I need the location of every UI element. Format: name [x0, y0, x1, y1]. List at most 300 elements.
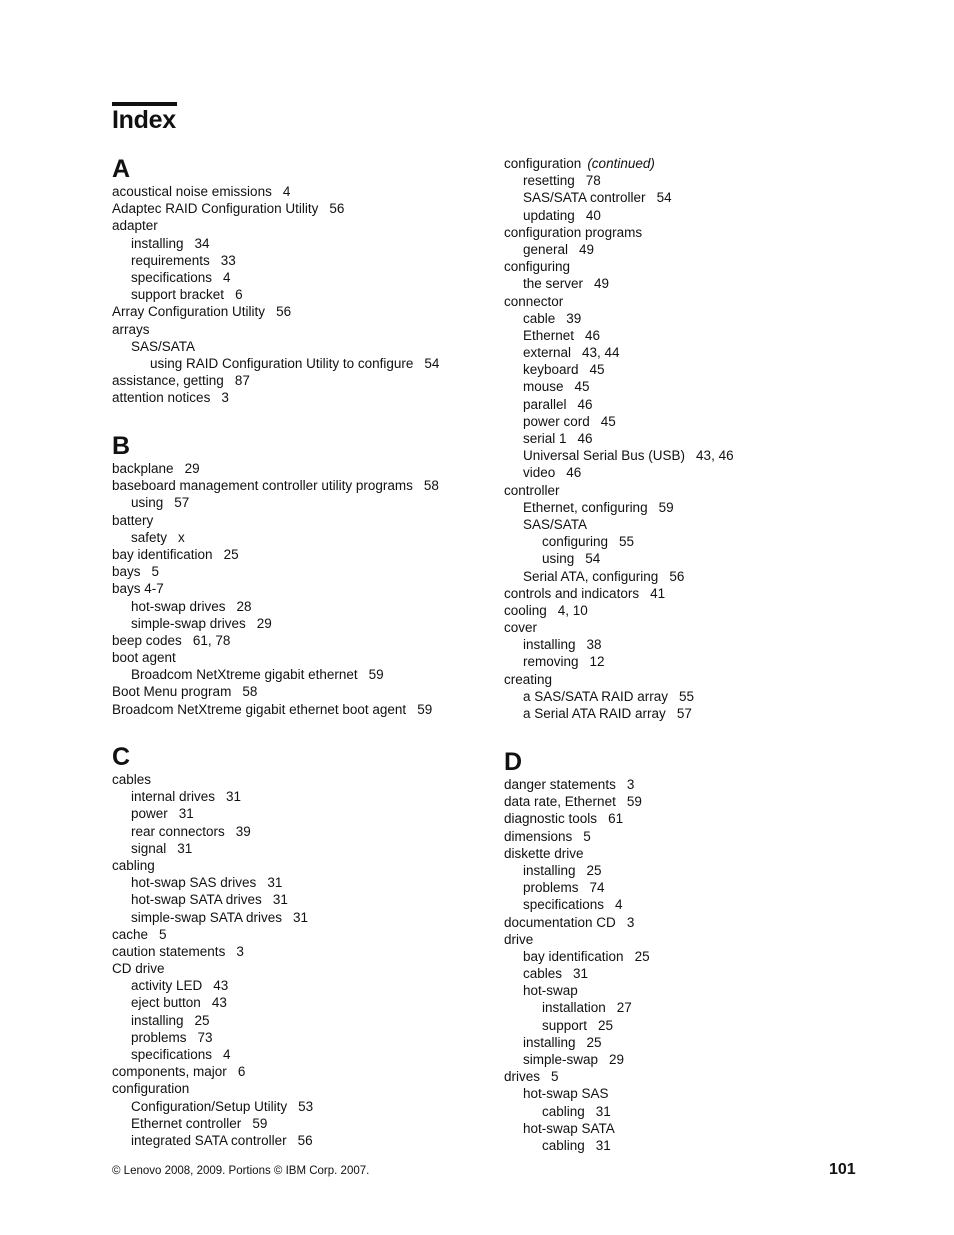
page-reference: 54	[656, 190, 672, 206]
entry-term: bay identification	[112, 546, 213, 562]
page-reference: 61, 78	[192, 632, 231, 648]
page-reference: 49	[594, 276, 610, 292]
entry-term: installation	[542, 1000, 606, 1016]
index-entry	[504, 258, 734, 275]
page-reference: 59	[417, 701, 433, 717]
index-entry	[112, 632, 439, 649]
page-reference: 43, 44	[582, 345, 620, 361]
page-reference: 31	[595, 1137, 611, 1153]
index-entry	[504, 344, 734, 361]
entry-term: hot-swap SAS	[523, 1086, 609, 1102]
entry-term: parallel	[523, 396, 567, 412]
index-entry	[112, 1080, 313, 1097]
page-reference: 57	[174, 495, 190, 511]
entry-term: attention notices	[112, 390, 211, 406]
section-letter: A	[112, 155, 131, 183]
index-entry	[504, 550, 734, 567]
index-entry	[504, 965, 650, 982]
entry-term: SAS/SATA	[523, 516, 588, 532]
index-entry	[112, 372, 439, 389]
page-reference: 58	[423, 478, 439, 494]
entry-term: Broadcom NetXtreme gigabit ethernet boot agent	[112, 701, 407, 717]
page-reference: 25	[586, 862, 602, 878]
entry-term: cables	[112, 772, 152, 787]
index-entry	[112, 183, 439, 200]
index-entry	[112, 1046, 313, 1063]
entry-term: Adaptec RAID Configuration Utility	[112, 201, 319, 217]
entry-term: simple-swap	[523, 1052, 599, 1067]
entry-term: signal	[131, 840, 167, 856]
index-entry	[504, 585, 734, 602]
index-section-d	[504, 748, 650, 1154]
page-reference: 29	[184, 461, 200, 476]
page-reference: 25	[598, 1017, 614, 1033]
index-entry	[504, 931, 650, 948]
index-entry	[112, 355, 439, 372]
page-reference: 25	[634, 948, 650, 964]
entry-term: battery	[112, 512, 154, 528]
page-reference: 4	[223, 269, 231, 285]
page-reference: 25	[223, 546, 239, 562]
entry-term: using	[542, 551, 575, 567]
index-entry	[112, 512, 439, 529]
entry-term: installing	[131, 1012, 184, 1028]
index-entry	[504, 378, 734, 395]
index-entry	[504, 327, 734, 344]
entry-term: activity LED	[131, 978, 203, 994]
page-reference: 58	[242, 684, 258, 700]
entry-term: dimensions	[504, 828, 573, 844]
index-entry	[504, 155, 734, 172]
entry-term: installing	[523, 1034, 576, 1050]
entry-term: caution statements	[112, 943, 226, 959]
entry-term: resetting	[523, 173, 575, 189]
index-entry	[504, 1017, 650, 1034]
index-entry	[504, 430, 734, 447]
index-entry	[112, 994, 313, 1011]
page-reference: 6	[237, 1064, 246, 1080]
page-reference: 31	[267, 875, 283, 891]
entry-term: hot-swap drives	[131, 598, 226, 614]
entry-term: Ethernet controller	[131, 1115, 242, 1131]
entry-term: creating	[504, 671, 553, 687]
index-entry	[504, 568, 734, 585]
page-reference: 31	[226, 789, 242, 805]
entry-term: diagnostic tools	[504, 811, 598, 827]
index-entry	[112, 200, 439, 217]
index-entry	[504, 671, 734, 688]
index-entry	[504, 499, 734, 516]
index-entry	[504, 862, 650, 879]
entry-term: adapter	[112, 218, 158, 234]
index-entry	[112, 321, 439, 338]
entry-term: cooling	[504, 602, 547, 618]
index-entry	[112, 683, 439, 700]
section-letter: B	[112, 432, 131, 460]
entry-term: cover	[504, 620, 538, 636]
page-reference: 28	[236, 598, 252, 614]
index-entry	[112, 805, 313, 822]
index-entry	[112, 666, 439, 683]
entry-term: boot agent	[112, 650, 176, 666]
index-entry	[504, 845, 650, 862]
index-entry	[112, 580, 439, 597]
section-letter: D	[504, 748, 523, 776]
index-entry	[504, 602, 734, 619]
page-reference: 54	[424, 355, 440, 371]
entry-term: CD drive	[112, 961, 165, 977]
entry-term: components, major	[112, 1064, 227, 1080]
entry-term: cabling	[112, 857, 155, 873]
entry-term: Broadcom NetXtreme gigabit ethernet	[131, 667, 358, 683]
entry-term: bays	[112, 564, 141, 580]
page-reference: 5	[159, 926, 167, 942]
entry-term: hot-swap SATA drives	[131, 892, 262, 908]
page-reference: 59	[626, 794, 642, 810]
index-entry	[112, 840, 313, 857]
page-reference: 3	[626, 914, 635, 930]
page-reference: 53	[298, 1098, 314, 1114]
entry-term: configuration	[504, 156, 582, 171]
index-section-c-continued	[504, 155, 734, 722]
entry-term: diskette drive	[504, 845, 584, 861]
index-entry	[504, 361, 734, 378]
index-entry	[504, 1120, 650, 1137]
entry-term: documentation CD	[504, 914, 616, 930]
page-reference: 4	[615, 897, 623, 913]
page-reference: 54	[585, 551, 601, 567]
entry-term: cable	[523, 310, 556, 326]
index-entry	[112, 303, 439, 320]
index-entry	[504, 1085, 650, 1102]
page-reference: 3	[221, 390, 229, 406]
page-reference: 3	[236, 943, 244, 959]
page-number: 101	[829, 1161, 856, 1178]
page-reference: 59	[658, 499, 674, 515]
entry-term: arrays	[112, 321, 150, 337]
index-entry	[504, 619, 734, 636]
entry-term: removing	[523, 654, 579, 670]
entry-term: specifications	[131, 1047, 213, 1062]
page-reference: 29	[256, 615, 272, 631]
index-entry	[112, 389, 439, 406]
entry-term: cables	[523, 966, 563, 982]
entry-term: baseboard management controller utility programs	[112, 478, 413, 494]
page-reference: x	[178, 529, 185, 545]
index-entry	[112, 977, 313, 994]
index-entry	[112, 529, 439, 546]
index-entry	[504, 705, 734, 722]
page-reference: 46	[566, 465, 582, 481]
index-entry	[112, 823, 313, 840]
index-entry	[504, 413, 734, 430]
page-reference: 31	[272, 892, 288, 908]
entry-term: data rate, Ethernet	[504, 794, 616, 810]
entry-term: connector	[504, 293, 564, 309]
page-reference: 45	[600, 413, 616, 429]
page-reference: 87	[234, 373, 250, 389]
index-entry	[504, 241, 734, 258]
entry-term: support bracket	[131, 287, 225, 303]
index-entry	[504, 793, 650, 810]
entry-term: general	[523, 241, 569, 257]
page-reference: 31	[293, 909, 309, 925]
entry-term: configuration programs	[504, 224, 643, 240]
entry-term: hot-swap SATA	[523, 1120, 615, 1136]
entry-term: updating	[523, 207, 575, 223]
entry-term: SAS/SATA	[131, 338, 196, 354]
page-reference: 46	[585, 327, 601, 343]
index-entry	[112, 1098, 313, 1115]
page-reference: 40	[585, 207, 601, 223]
page-reference: 56	[669, 568, 685, 584]
entry-term: power	[131, 806, 168, 822]
page-reference: 43, 46	[696, 448, 734, 464]
page-reference: 4	[223, 1047, 231, 1062]
entry-term: cabling	[542, 1137, 585, 1153]
entry-term: controller	[504, 482, 560, 498]
index-entry	[504, 810, 650, 827]
entry-term: installing	[523, 637, 576, 653]
entry-term: integrated SATA controller	[131, 1132, 287, 1148]
index-section-c	[112, 743, 313, 1149]
entry-term: configuring	[542, 534, 609, 550]
index-entry	[504, 776, 650, 793]
index-entry	[112, 546, 439, 563]
index-entry	[112, 235, 439, 252]
index-entry	[112, 1063, 313, 1080]
entry-term: rear connectors	[131, 823, 225, 839]
page-reference: 49	[579, 241, 595, 257]
index-entry	[112, 477, 439, 494]
entry-term: a Serial ATA RAID array	[523, 706, 666, 721]
entry-term: bay identification	[523, 948, 624, 964]
entry-term: Array Configuration Utility	[112, 304, 266, 320]
page-reference: 38	[586, 637, 602, 653]
index-entry	[112, 1115, 313, 1132]
entry-term: requirements	[131, 252, 210, 268]
entry-term: keyboard	[523, 362, 579, 378]
entry-term: hot-swap	[523, 983, 578, 999]
entry-term: drives	[504, 1069, 541, 1085]
index-section-a	[112, 155, 439, 406]
entry-term: using	[131, 495, 164, 511]
entry-term: cabling	[542, 1103, 585, 1119]
entry-term: cache	[112, 926, 149, 942]
page-reference: 6	[235, 287, 243, 303]
page-reference: 46	[577, 431, 593, 446]
entry-term: power cord	[523, 413, 590, 429]
entry-term: acoustical noise emissions	[112, 184, 272, 199]
entry-term: installing	[131, 235, 184, 251]
index-entry	[504, 275, 734, 292]
index-entry	[112, 960, 313, 977]
page-reference: 3	[626, 777, 635, 792]
index-entry	[504, 948, 650, 965]
index-entry	[112, 1029, 313, 1046]
index-entry	[112, 701, 439, 718]
page-reference: 5	[583, 828, 591, 844]
page-reference: 55	[679, 688, 695, 704]
entry-term: mouse	[523, 379, 564, 395]
entry-term: bays 4-7	[112, 581, 164, 597]
page-reference: 73	[197, 1029, 213, 1045]
index-entry	[504, 447, 734, 464]
entry-term: simple-swap drives	[131, 615, 246, 631]
page-reference: 31	[178, 806, 194, 822]
page-reference: 43	[211, 995, 227, 1011]
section-letter: C	[112, 743, 131, 771]
index-section-b	[112, 432, 439, 718]
index-entry	[112, 1132, 313, 1149]
index-entry	[112, 1012, 313, 1029]
entry-term: configuring	[504, 259, 571, 275]
page-reference: 31	[177, 840, 193, 856]
page-reference: 45	[589, 362, 605, 378]
index-entry	[112, 926, 313, 943]
entry-term: specifications	[131, 269, 213, 285]
entry-term: video	[523, 465, 556, 481]
entry-term: a SAS/SATA RAID array	[523, 688, 669, 704]
page-reference: 39	[235, 823, 251, 839]
index-entry	[504, 982, 650, 999]
page-reference: 56	[297, 1132, 313, 1148]
page-reference: 4, 10	[557, 602, 588, 618]
entry-term: drive	[504, 931, 534, 947]
page-reference: 4	[282, 184, 291, 199]
page-reference: 25	[194, 1012, 210, 1028]
index-entry	[112, 494, 439, 511]
index-entry	[504, 914, 650, 931]
entry-term: the server	[523, 276, 584, 292]
entry-term: hot-swap SAS drives	[131, 875, 257, 891]
index-entry	[112, 460, 439, 477]
index-entry	[504, 310, 734, 327]
index-entry	[504, 516, 734, 533]
index-entry	[504, 396, 734, 413]
page-reference: 39	[566, 310, 582, 326]
entry-term: SAS/SATA controller	[523, 190, 646, 206]
index-entry	[112, 269, 439, 286]
index-entry	[504, 653, 734, 670]
index-entry	[112, 891, 313, 908]
index-entry	[112, 217, 439, 234]
index-entry	[504, 879, 650, 896]
entry-term: using RAID Configuration Utility to configure	[150, 355, 414, 371]
index-entry	[504, 293, 734, 310]
page-reference: 55	[619, 534, 635, 550]
entry-term: danger statements	[504, 777, 616, 792]
page-reference: 27	[616, 1000, 632, 1016]
index-entry	[504, 1137, 650, 1154]
page-reference: 29	[609, 1052, 625, 1067]
entry-term: installing	[523, 862, 576, 878]
entry-term: assistance, getting	[112, 373, 224, 389]
entry-term: Universal Serial Bus (USB)	[523, 448, 686, 464]
page-reference: 25	[586, 1034, 602, 1050]
index-entry	[112, 252, 439, 269]
index-entry	[504, 172, 734, 189]
index-entry	[504, 896, 650, 913]
entry-term: internal drives	[131, 789, 216, 805]
index-entry	[504, 482, 734, 499]
entry-term: configuration	[112, 1081, 190, 1097]
page-reference: 5	[151, 564, 160, 580]
page-reference: 59	[252, 1115, 268, 1131]
page-reference: 31	[573, 966, 589, 982]
page-reference: 59	[368, 667, 384, 683]
entry-term: eject button	[131, 995, 201, 1011]
index-entry	[112, 943, 313, 960]
index-entry	[504, 189, 734, 206]
page-reference: 45	[574, 379, 590, 395]
page-reference: 74	[589, 880, 605, 896]
index-entry	[112, 857, 313, 874]
page-reference: 56	[276, 304, 292, 320]
index-entry	[112, 615, 439, 632]
page-reference: 33	[220, 252, 236, 268]
index-entry	[504, 1051, 650, 1068]
index-entry	[112, 338, 439, 355]
index-entry	[112, 771, 313, 788]
page-title: Index	[112, 106, 176, 134]
index-entry	[504, 688, 734, 705]
index-entry	[112, 563, 439, 580]
index-entry	[504, 636, 734, 653]
entry-term: problems	[523, 880, 579, 896]
entry-term: Configuration/Setup Utility	[131, 1098, 288, 1114]
entry-term: problems	[131, 1029, 187, 1045]
index-entry	[504, 224, 734, 241]
page-reference: 41	[650, 585, 666, 601]
index-entry	[504, 533, 734, 550]
index-entry	[504, 828, 650, 845]
page-reference: 57	[676, 706, 692, 721]
page-reference: 56	[329, 201, 345, 217]
index-entry	[504, 999, 650, 1016]
index-entry	[504, 1103, 650, 1120]
index-entry	[112, 788, 313, 805]
page-reference: 46	[577, 396, 593, 412]
entry-term: backplane	[112, 461, 174, 476]
entry-term: beep codes	[112, 632, 182, 648]
page-reference: 43	[213, 978, 229, 994]
page-reference: 61	[608, 811, 624, 827]
entry-term: serial 1	[523, 431, 567, 446]
page-reference: 78	[585, 173, 601, 189]
entry-term: Boot Menu program	[112, 684, 232, 700]
entry-term: support	[542, 1017, 588, 1033]
index-entry	[112, 286, 439, 303]
page-reference: 34	[194, 235, 210, 251]
entry-term: Serial ATA, configuring	[523, 568, 659, 584]
entry-term: safety	[131, 529, 168, 545]
entry-term: Ethernet, configuring	[523, 499, 648, 515]
entry-term: specifications	[523, 897, 605, 913]
entry-term: simple-swap SATA drives	[131, 909, 283, 925]
index-entry	[112, 649, 439, 666]
entry-term: external	[523, 345, 572, 361]
index-entry	[504, 1068, 650, 1085]
entry-term: controls and indicators	[504, 585, 640, 601]
index-entry	[112, 598, 439, 615]
index-entry	[112, 874, 313, 891]
index-entry	[504, 1034, 650, 1051]
index-entry	[504, 207, 734, 224]
page-reference: 5	[551, 1069, 559, 1085]
page-reference: 31	[595, 1103, 611, 1119]
continued-label: (continued)	[587, 156, 655, 171]
